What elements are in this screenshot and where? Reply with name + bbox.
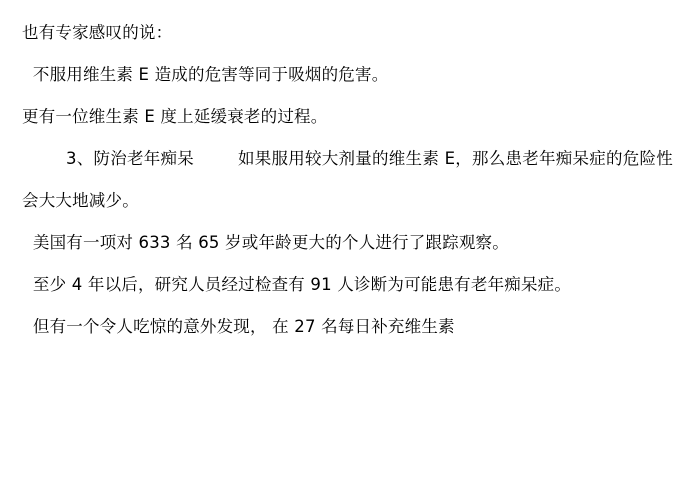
paragraph-3: 更有一位维生素 E 度上延缓衰老的过程。 bbox=[22, 107, 328, 126]
paragraph-6: 至少 4 年以后，研究人员经过检查有 91 人诊断为可能患有老年痴呆症。 bbox=[22, 275, 572, 294]
paragraph-2: 不服用维生素 E 造成的危害等同于吸烟的危害。 bbox=[22, 65, 389, 84]
paragraph-5: 美国有一项对 633 名 65 岁或年龄更大的个人进行了跟踪观察。 bbox=[22, 233, 509, 252]
paragraph-4: 3、防治老年痴呆 如果服用较大剂量的维生素 E，那么患老年痴呆症的危险性会大大地减少。 bbox=[22, 149, 673, 210]
paragraph-1: 也有专家感叹的说： bbox=[22, 23, 173, 42]
paragraph-7: 但有一个令人吃惊的意外发现， 在 27 名每日补充维生素 bbox=[22, 317, 455, 336]
